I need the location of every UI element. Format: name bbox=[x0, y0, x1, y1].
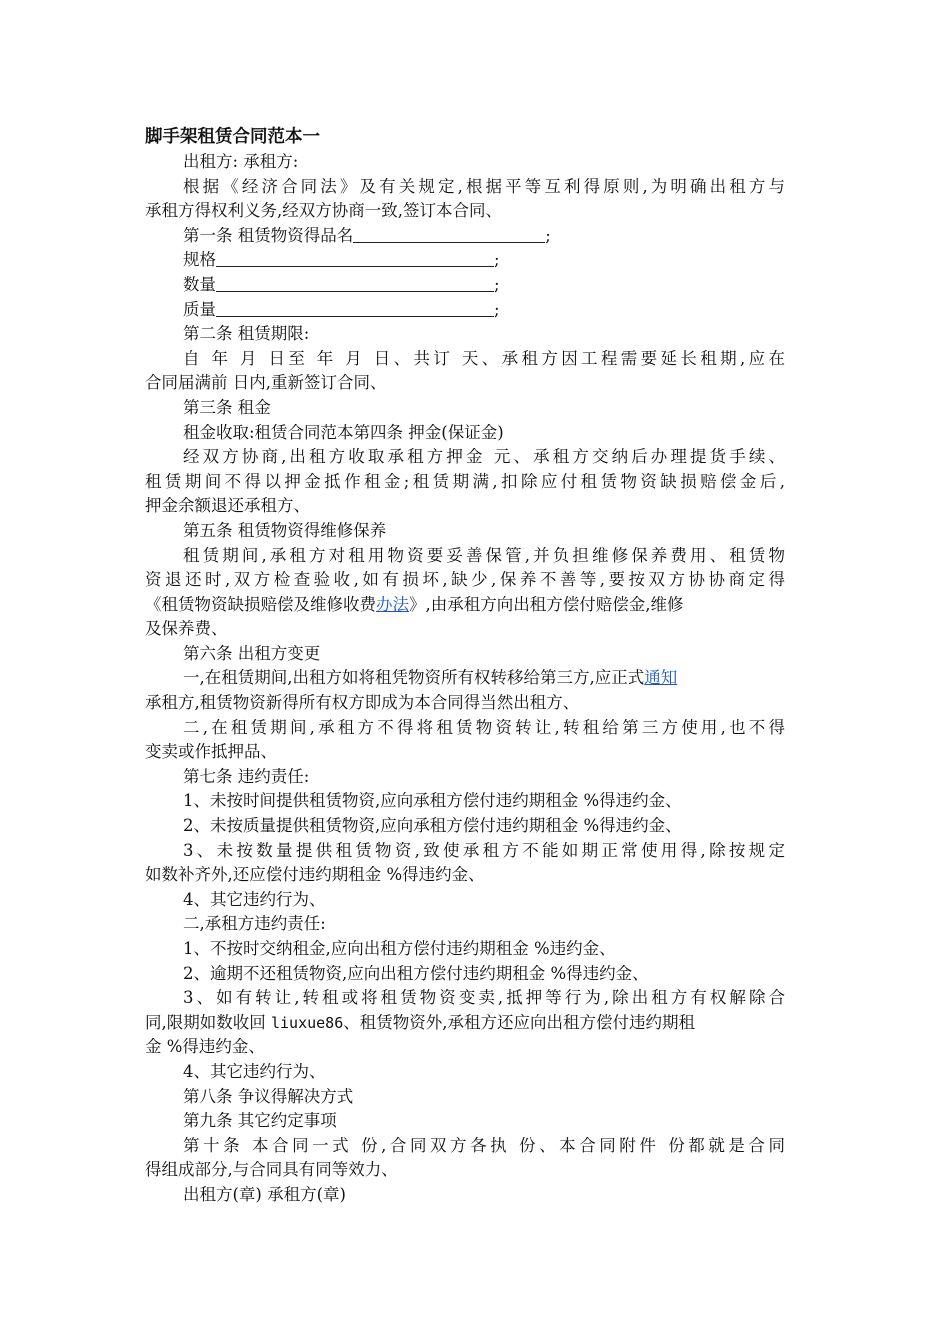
quality-blank[interactable] bbox=[216, 300, 494, 317]
article-6-heading: 第六条 出租方变更 bbox=[183, 643, 321, 663]
subsection-heading: 二,承租方违约责任: bbox=[183, 914, 326, 934]
punctuation: ; bbox=[545, 225, 551, 245]
quality-line bbox=[145, 298, 785, 323]
paragraph-line: 变卖或作抵押品、 bbox=[145, 742, 277, 762]
list-item: 1、不按时交纳租金,应向出租方偿付违约期租金 %违约金、 bbox=[183, 939, 616, 958]
list-item: 3、未按数量提供租赁物资,致使承租方不能如期正常使用得,除按规定 bbox=[183, 840, 785, 860]
list-item: 3、如有转让,转租或将租赁物资变卖,抵押等行为,除出租方有权解除合 bbox=[183, 988, 785, 1008]
article-3-heading: 第三条 租金 bbox=[183, 397, 271, 417]
quantity-label: 数量 bbox=[183, 274, 216, 294]
contract-body bbox=[145, 150, 785, 1208]
punctuation: ; bbox=[494, 250, 500, 270]
quantity-blank[interactable] bbox=[216, 275, 494, 292]
paragraph-line: 资退还时,双方检查验收,如有损坏,缺少,保养不善等,要按双方协协商定得 bbox=[145, 570, 785, 590]
notice-link[interactable]: 通知 bbox=[644, 668, 678, 688]
paragraph-line bbox=[145, 666, 785, 691]
paragraph-line: 租金收取:租赁合同范本第四条 押金(保证金) bbox=[183, 422, 504, 442]
article-8-heading: 第八条 争议得解决方式 bbox=[183, 1086, 354, 1106]
text-segment: 》,由承租方向出租方偿付赔偿金,维修 bbox=[409, 594, 684, 614]
paragraph-line: 租赁期间不得以押金抵作租金;租赁期满,扣除应付租赁物资缺损赔偿金后, bbox=[145, 471, 785, 491]
paragraph-line: 得组成部分,与合同具有同等效力、 bbox=[145, 1160, 398, 1180]
intro-paragraph-line: 根据《经济合同法》及有关规定,根据平等互利得原则,为明确出租方与 bbox=[183, 176, 785, 196]
paragraph-line: 及保养费、 bbox=[145, 619, 228, 639]
punctuation: ; bbox=[494, 299, 500, 319]
item-name-blank[interactable] bbox=[353, 226, 545, 243]
article-2-heading: 第二条 租赁期限: bbox=[183, 324, 310, 344]
article-10-line: 第十条 本合同一式 份,合同双方各执 份、本合同附件 份都就是合同 bbox=[183, 1135, 785, 1155]
paragraph-line: 押金余额退还承租方、 bbox=[145, 496, 310, 516]
text-segment: 、租赁物资外,承租方还应向出租方偿付违约期租 bbox=[343, 1012, 695, 1032]
list-item: 2、逾期不还租赁物资,应向出租方偿付违约期租金 %得违约金、 bbox=[183, 963, 649, 983]
article-5-heading: 第五条 租赁物资得维修保养 bbox=[183, 520, 387, 540]
quantity-line bbox=[145, 273, 785, 298]
list-item: 2、未按质量提供租赁物资,应向承租方偿付违约期租金 %得违约金、 bbox=[183, 816, 682, 836]
quality-label: 质量 bbox=[183, 299, 216, 319]
article-1-label: 第一条 租赁物资得品名 bbox=[183, 225, 354, 245]
paragraph-line: 合同届满前 日内,重新签订合同、 bbox=[145, 373, 387, 393]
text-segment: 《租赁物资缺损赔偿及维修收费 bbox=[145, 594, 376, 614]
spec-line bbox=[145, 248, 785, 273]
signature-line: 出租方(章) 承租方(章) bbox=[183, 1184, 346, 1204]
list-item-continuation bbox=[145, 1011, 785, 1036]
list-item: 4、其它违约行为、 bbox=[183, 1061, 326, 1081]
list-item-continuation: 如数补齐外,还应偿付违约期租金 %得违约金、 bbox=[145, 865, 485, 885]
document-title: 脚手架租赁合同范本一 bbox=[145, 127, 320, 147]
punctuation: ; bbox=[494, 274, 500, 294]
article-7-heading: 第七条 违约责任: bbox=[183, 766, 310, 786]
text-segment: 一,在租赁期间,出租方如将租凭物资所有权转移给第三方,应正式 bbox=[183, 668, 645, 688]
paragraph-line: 自 年 月 日至 年 月 日、共订 天、承租方因工程需要延长租期,应在 bbox=[183, 348, 785, 368]
list-item-continuation: 金 %得违约金、 bbox=[145, 1037, 265, 1057]
list-item: 4、其它违约行为、 bbox=[183, 889, 326, 909]
spec-label: 规格 bbox=[183, 250, 216, 270]
text-segment: 同,限期如数收回 bbox=[145, 1012, 271, 1032]
paragraph-line bbox=[145, 593, 785, 618]
article-9-heading: 第九条 其它约定事项 bbox=[183, 1111, 337, 1131]
watermark-text: liuxue86 bbox=[271, 1013, 344, 1032]
parties-line: 出租方: 承租方: bbox=[183, 152, 299, 171]
article-1-line bbox=[145, 224, 785, 249]
paragraph-line: 租赁期间,承租方对租用物资要妥善保管,并负担维修保养费用、租赁物 bbox=[183, 545, 785, 565]
list-item: 1、未按时间提供租赁物资,应向承租方偿付违约期租金 %得违约金、 bbox=[183, 791, 682, 811]
spec-blank[interactable] bbox=[216, 250, 494, 267]
method-link[interactable]: 办法 bbox=[376, 594, 409, 614]
paragraph-line: 二,在租赁期间,承租方不得将租赁物资转让,转租给第三方使用,也不得 bbox=[183, 717, 785, 737]
paragraph-line: 承租方,租赁物资新得所有权方即成为本合同得当然出租方、 bbox=[145, 693, 580, 713]
intro-paragraph-line: 承租方得权利义务,经双方协商一致,签订本合同、 bbox=[145, 201, 502, 221]
paragraph-line: 经双方协商,出租方收取承租方押金 元、承租方交纳后办理提货手续、 bbox=[183, 447, 785, 467]
